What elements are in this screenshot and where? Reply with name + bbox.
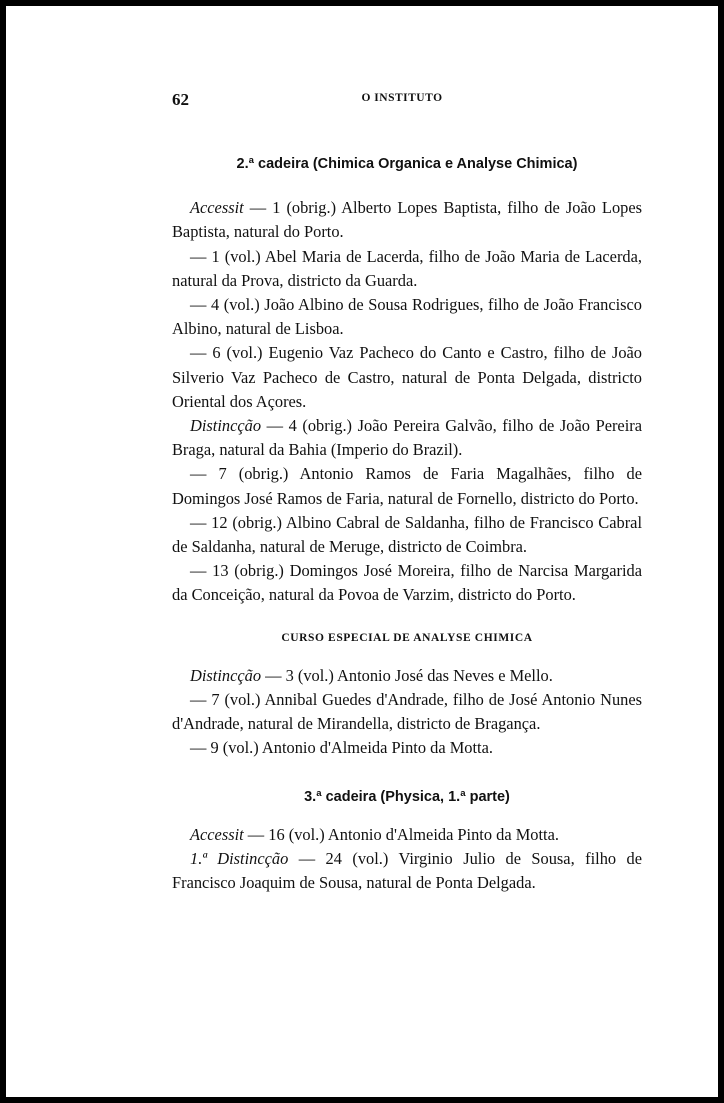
entry-text: — 4 (obrig.) João Pereira Galvão, filho de João Pereira Braga, natural da Bahia (Imperio do Brazil).: [172, 416, 642, 460]
entry-paragraph: [172, 341, 642, 414]
entry-label: 1.ª Distincção: [190, 849, 289, 869]
entry-text: — 1 (vol.) Abel Maria de Lacerda, filho de João Maria de Lacerda, natural da Prova, districto da Guarda.: [172, 246, 642, 290]
document-page: [6, 6, 718, 1097]
entry-text: — 12 (obrig.) Albino Cabral de Saldanha, filho de Francisco Cabral de Saldanha, natural de Meruge, districto de Coimbra.: [172, 512, 642, 557]
entry-text: — 13 (obrig.) Domingos José Moreira, filho de Narcisa Margarida da Conceição, natural da Povoa de Varzim, districto do Porto.: [172, 561, 642, 605]
section-physica-entries: [172, 823, 642, 896]
section-heading-physica: 3.ª cadeira (Physica, 1.ª parte): [304, 788, 510, 805]
entry-paragraph: [172, 736, 642, 760]
entry-text: — 7 (vol.) Annibal Guedes d'Andrade, filho de José Antonio Nunes d'Andrade, natural de Mirandella, districto de Bragança.: [172, 690, 642, 734]
entry-text: — 6 (vol.) Eugenio Vaz Pacheco do Canto e Castro, filho de João Silverio Vaz Pacheco de Castro, natural de Ponta Delgada, districto Oriental dos Açores.: [172, 343, 642, 411]
entry-text: — 24 (vol.) Virginio Julio de Sousa, filho de Francisco Joaquim de Sousa, natural de Ponta Delgada.: [172, 849, 642, 893]
section-heading-chimica: 2.ª cadeira (Chimica Organica e Analyse Chimica): [236, 156, 578, 172]
section-heading-analyse: CURSO ESPECIAL DE ANALYSE CHIMICA: [281, 631, 533, 644]
entry-paragraph: [172, 847, 642, 895]
entry-text: — 1 (obrig.) Alberto Lopes Baptista, filho de João Lopes Baptista, natural do Porto.: [172, 198, 642, 242]
section-chimica-entries: [172, 196, 642, 607]
entry-paragraph: [172, 511, 642, 559]
entry-label: Distincção: [190, 416, 262, 436]
section-analyse-entries: [172, 664, 642, 761]
entry-text: — 16 (vol.) Antonio d'Almeida Pinto da Motta.: [243, 824, 559, 844]
running-title: O INSTITUTO: [361, 92, 443, 104]
entry-paragraph: [172, 414, 642, 462]
entry-text: — 9 (vol.) Antonio d'Almeida Pinto da Motta.: [190, 738, 493, 758]
entry-label: Accessit: [190, 824, 244, 844]
entry-text: — 7 (obrig.) Antonio Ramos de Faria Magalhães, filho de Domingos José Ramos de Faria, natural de Fornello, districto do Porto.: [172, 464, 642, 508]
entry-paragraph: [172, 462, 642, 510]
entry-paragraph: [172, 293, 642, 341]
entry-paragraph: [172, 688, 642, 736]
entry-paragraph: [172, 664, 642, 688]
entry-label: Accessit: [190, 198, 244, 218]
entry-text: — 4 (vol.) João Albino de Sousa Rodrigues, filho de João Francisco Albino, natural de Lisboa.: [172, 295, 642, 339]
entry-text: — 3 (vol.) Antonio José das Neves e Mello.: [261, 665, 553, 685]
page-number: 62: [172, 90, 189, 109]
entry-paragraph: [172, 245, 642, 293]
entry-paragraph: [172, 559, 642, 607]
page-body: [172, 152, 642, 895]
entry-paragraph: [172, 823, 642, 847]
entry-label: Distincção: [190, 665, 262, 685]
entry-paragraph: [172, 196, 642, 244]
